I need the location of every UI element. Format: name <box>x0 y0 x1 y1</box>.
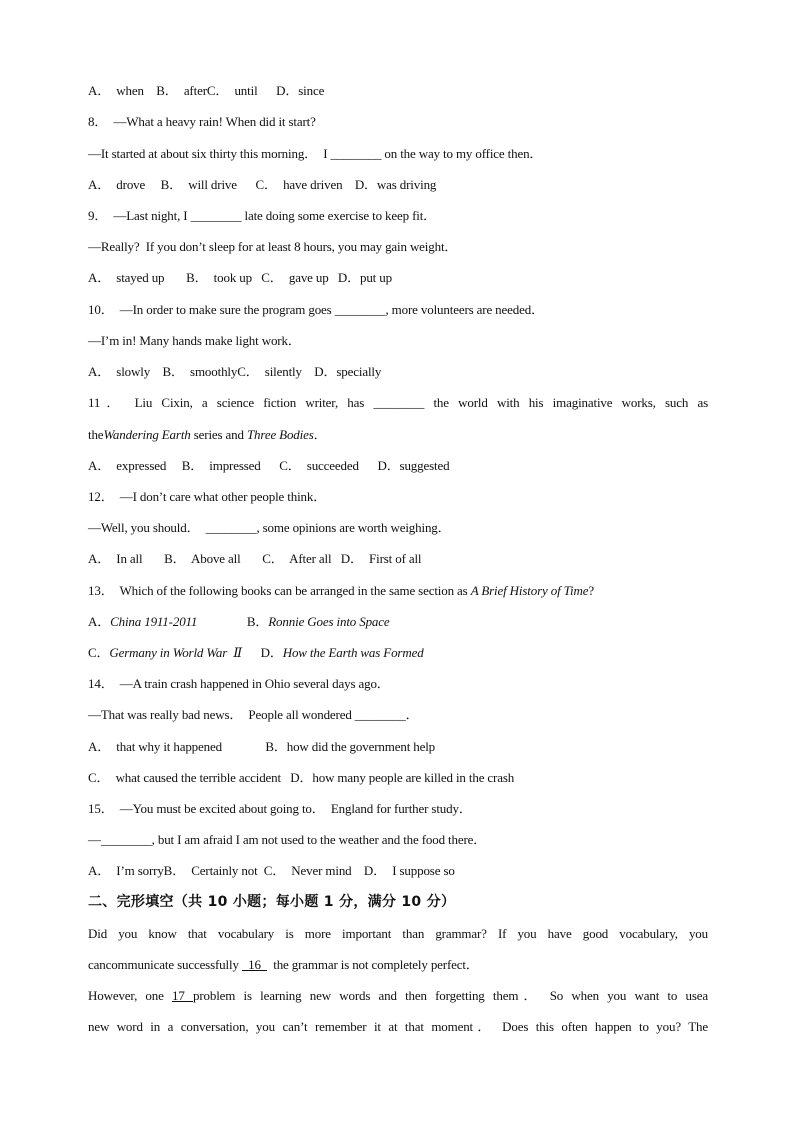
cloze-passage-line-3: However, one 17 problem is learning new words and then forgetting them． So when you want to usea <box>88 988 708 1003</box>
q8-reply: —It started at about six thirty this morning． I ________ on the way to my office then． <box>88 146 543 161</box>
q11-options: A． expressed B． impressed C． succeeded D．suggested <box>88 458 450 473</box>
q15-options: A． I’m sorryB． Certainly not C． Never mind D． I suppose so <box>88 863 455 878</box>
q11-prompt: 11． Liu Cixin, a science fiction writer, has ________ the world with his imaginative works, such as <box>88 395 708 410</box>
q12-reply: —Well, you should． ________, some opinions are worth weighing． <box>88 520 451 535</box>
q13-options-ab: A．China 1911-2011 B．Ronnie Goes into Space <box>88 614 390 629</box>
q9-options: A． stayed up B． took up C． gave up D．put up <box>88 270 392 285</box>
q13-options-cd: C．Germany in World War Ⅱ D．How the Earth was Formed <box>88 645 424 660</box>
q9-reply: —Really? If you don’t sleep for at least 8 hours, you may gain weight． <box>88 239 458 254</box>
q13-prompt: 13． Which of the following books can be arranged in the same section as A Brief History of Time? <box>88 583 594 598</box>
q10-reply: —I’m in! Many hands make light work． <box>88 333 301 348</box>
q7-options: A． when B． afterC． until D．since <box>88 83 325 98</box>
cloze-passage-line-1: Did you know that vocabulary is more important than grammar? If you have good vocabulary, you <box>88 926 708 941</box>
q14-options-cd: C． what caused the terrible accident D．how many people are killed in the crash <box>88 770 515 785</box>
cloze-passage-line-4: new word in a conversation, you can’t remember it at that moment． Does this often happen to you? The <box>88 1019 708 1034</box>
q15-prompt: 15． —You must be excited about going to． England for further study． <box>88 801 472 816</box>
q14-reply: —That was really bad news． People all wondered ________． <box>88 707 419 722</box>
q9-prompt: 9． —Last night, I ________ late doing some exercise to keep fit． <box>88 208 437 223</box>
section-heading-cloze: 二、完形填空（共 10 小题；每小题 1 分，满分 10 分） <box>88 894 456 910</box>
blank-17: 17 <box>172 988 193 1003</box>
q10-prompt: 10． —In order to make sure the program goes ________, more volunteers are needed． <box>88 302 544 317</box>
q12-prompt: 12． —I don’t care what other people think． <box>88 489 327 504</box>
q15-reply: —________, but I am afraid I am not used to the weather and the food there． <box>88 832 487 847</box>
q12-options: A． In all B． Above all C． After all D． First of all <box>88 551 422 566</box>
q8-options: A． drove B． will drive C． have driven D．was driving <box>88 177 437 192</box>
blank-16: 16 <box>241 957 268 972</box>
q8-prompt: 8． —What a heavy rain! When did it start? <box>88 114 316 129</box>
cloze-passage-line-2: cancommunicate successfully 16 the grammar is not completely perfect． <box>88 957 479 972</box>
q10-options: A． slowly B． smoothlyC． silently D．specially <box>88 364 382 379</box>
q14-options-ab: A． that why it happened B．how did the government help <box>88 739 436 754</box>
q11-prompt-cont: theWandering Earth series and Three Bodies． <box>88 427 327 442</box>
q14-prompt: 14． —A train crash happened in Ohio several days ago． <box>88 676 390 691</box>
